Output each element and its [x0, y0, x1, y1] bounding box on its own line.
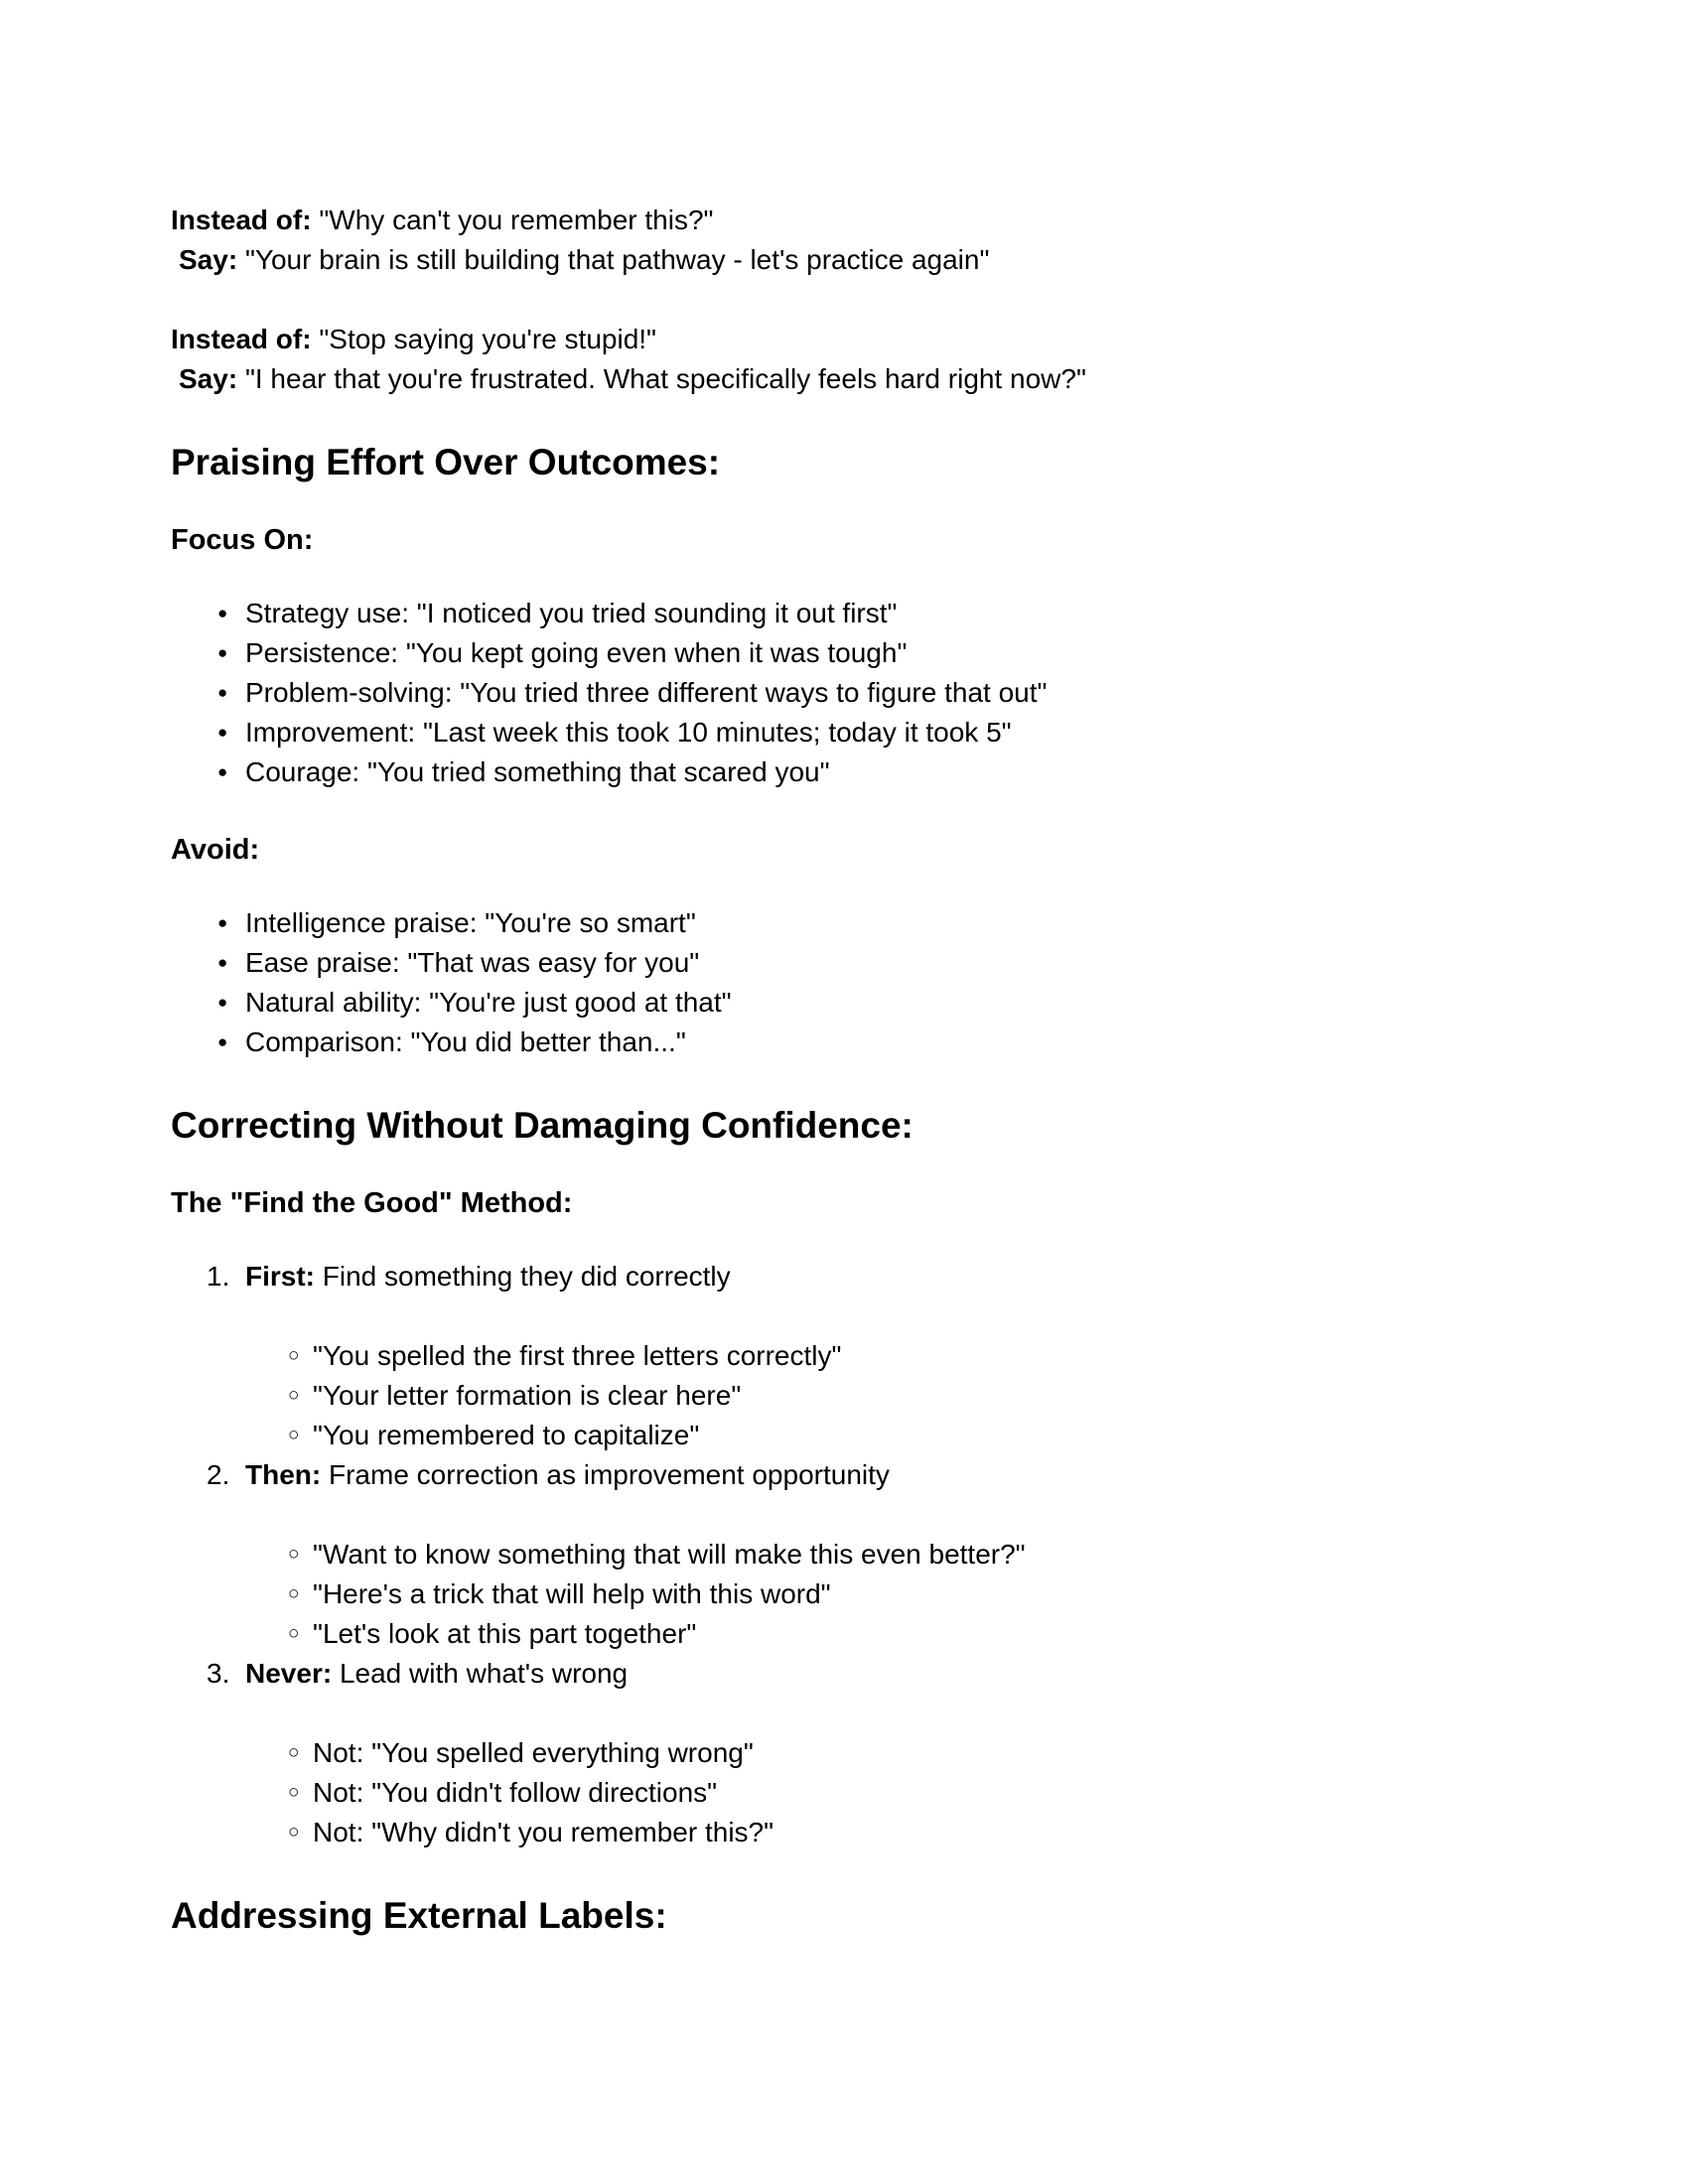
say-line — [171, 363, 1086, 394]
step-line — [171, 1257, 1519, 1297]
instead-label: Instead of: — [171, 324, 312, 354]
heading-addressing-external-labels: Addressing External Labels: — [171, 1895, 667, 1936]
heading-praising-effort: Praising Effort Over Outcomes: — [171, 442, 721, 482]
step-examples-list — [171, 1733, 1519, 1852]
reframe-example-2 — [171, 320, 1519, 399]
step-line — [171, 1654, 1519, 1694]
step-label: Then: — [245, 1459, 322, 1490]
step-number: 2. — [207, 1459, 230, 1490]
list-item: ○ "You remembered to capitalize" — [171, 1416, 1519, 1455]
list-item: ○ Not: "You spelled everything wrong" — [171, 1733, 1519, 1773]
step-number: 1. — [207, 1261, 230, 1292]
say-text: "I hear that you're frustrated. What specifically feels hard right now?" — [244, 363, 1086, 394]
instead-line — [171, 324, 656, 354]
list-item: ● Ease praise: "That was easy for you" — [171, 943, 1519, 983]
avoid-list — [171, 903, 1519, 1062]
heading-correcting: Correcting Without Damaging Confidence: — [171, 1105, 914, 1146]
list-item: ● Intelligence praise: "You're so smart" — [171, 903, 1519, 943]
subheading-focus-on: Focus On: — [171, 524, 314, 556]
method-step-3 — [171, 1654, 1519, 1852]
say-line — [171, 244, 989, 275]
step-text: Lead with what's wrong — [339, 1658, 629, 1689]
method-step-1 — [171, 1257, 1519, 1455]
list-item: ○ "Want to know something that will make this even better?" — [171, 1535, 1519, 1574]
instead-text: "Why can't you remember this?" — [319, 205, 714, 235]
list-item: ○ Not: "Why didn't you remember this?" — [171, 1813, 1519, 1852]
subheading-find-the-good-method: The "Find the Good" Method: — [171, 1187, 573, 1219]
step-label: First: — [245, 1261, 315, 1292]
list-item: ● Improvement: "Last week this took 10 minutes; today it took 5" — [171, 713, 1519, 752]
list-item: ○ "Here's a trick that will help with this word" — [171, 1574, 1519, 1614]
list-item: ● Natural ability: "You're just good at that" — [171, 983, 1519, 1023]
instead-line — [171, 205, 713, 235]
list-item: ● Strategy use: "I noticed you tried sounding it out first" — [171, 594, 1519, 633]
instead-label: Instead of: — [171, 205, 312, 235]
say-text: "Your brain is still building that pathway - let's practice again" — [244, 244, 990, 275]
step-text: Frame correction as improvement opportunity — [329, 1459, 890, 1490]
reframe-example-1 — [171, 201, 1519, 280]
instead-text: "Stop saying you're stupid!" — [319, 324, 656, 354]
list-item: ● Courage: "You tried something that scared you" — [171, 752, 1519, 792]
subheading-avoid: Avoid: — [171, 834, 260, 866]
focus-on-list — [171, 594, 1519, 792]
say-label: Say: — [179, 363, 238, 394]
step-line — [171, 1455, 1519, 1495]
list-item: ● Problem-solving: "You tried three different ways to figure that out" — [171, 673, 1519, 713]
step-examples-list — [171, 1535, 1519, 1654]
list-item: ○ "You spelled the first three letters correctly" — [171, 1336, 1519, 1376]
say-label: Say: — [179, 244, 238, 275]
list-item: ○ Not: "You didn't follow directions" — [171, 1773, 1519, 1813]
method-step-2 — [171, 1455, 1519, 1654]
method-steps — [171, 1257, 1519, 1852]
step-examples-list — [171, 1336, 1519, 1455]
step-label: Never: — [245, 1658, 333, 1689]
list-item: ● Comparison: "You did better than..." — [171, 1023, 1519, 1062]
list-item: ○ "Let's look at this part together" — [171, 1614, 1519, 1654]
step-text: Find something they did correctly — [322, 1261, 731, 1292]
step-number: 3. — [207, 1658, 230, 1689]
list-item: ○ "Your letter formation is clear here" — [171, 1376, 1519, 1416]
list-item: ● Persistence: "You kept going even when it was tough" — [171, 633, 1519, 673]
